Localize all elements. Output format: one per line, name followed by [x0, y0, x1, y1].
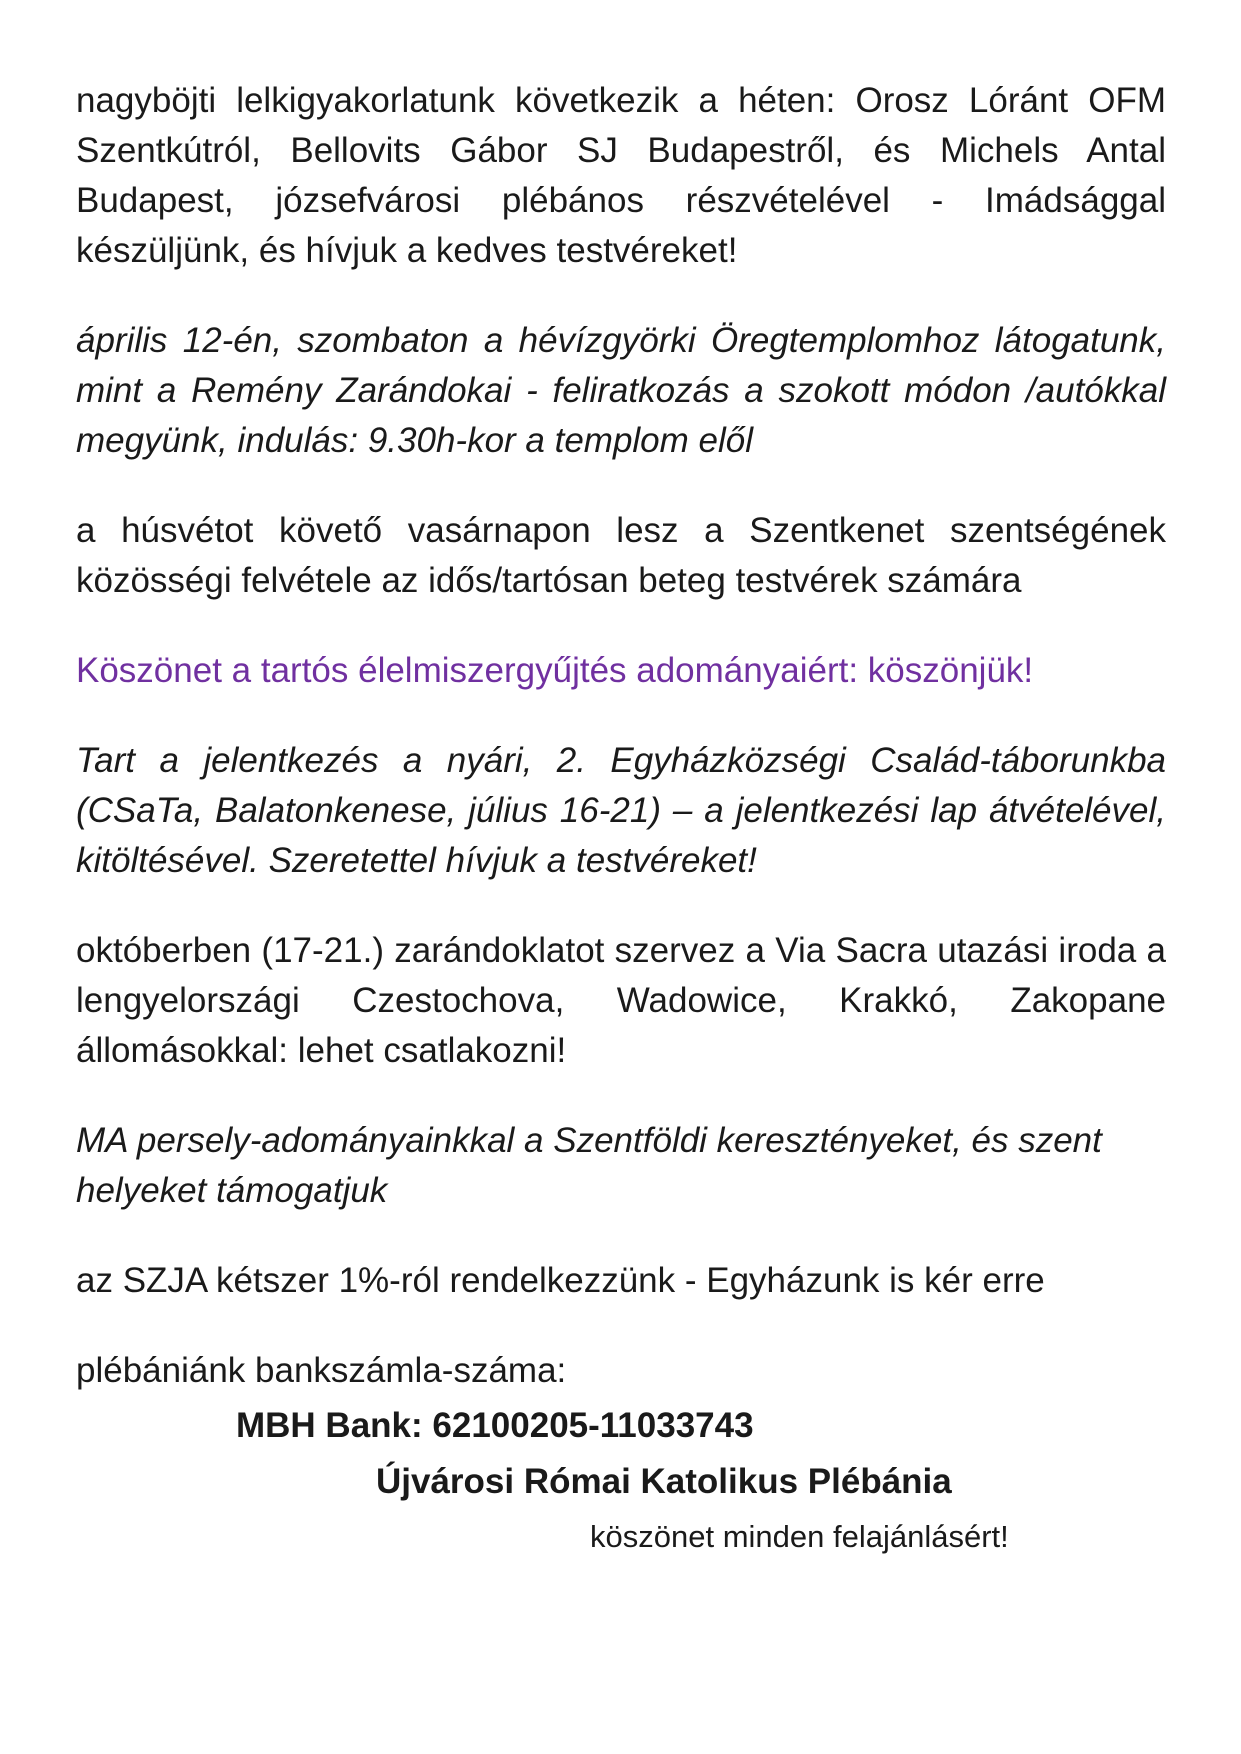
poland-trip-announcement: októberben (17-21.) zarándoklatot szervez a Via Sacra utazási iroda a lengyelországi Czestochova, Wadowice, Krakkó, Zakopane állomásokkal: lehet csatlakozni! [76, 931, 1166, 1070]
anointing-announcement: a húsvétot követő vasárnapon lesz a Szentkenet szentségének közösségi felvétele az idős/tartósan beteg testvérek számára [76, 511, 1166, 600]
holy-land-collection-announcement: MA persely-adományainkkal a Szentföldi keresztényeket, és szent helyeket támogatjuk [76, 1121, 1102, 1210]
retreat-announcement: nagyböjti lelkigyakorlatunk következik a héten: Orosz Lóránt OFM Szentkútról, Bellovits Gábor SJ Budapestről, és Michels Antal Budapest, józsefvárosi plébános részvételével - Imádsággal készüljünk, és hívjuk a kedves testvéreket! [76, 81, 1166, 270]
parish-name: Újvárosi Római Katolikus Plébánia [376, 1462, 952, 1501]
donation-thanks: köszönet minden felajánlásért! [590, 1519, 1009, 1554]
food-drive-thanks: Köszönet a tartós élelmiszergyűjtés adományaiért: köszönjük! [76, 651, 1034, 690]
bank-account-label: plébániánk bankszámla-száma: [76, 1351, 567, 1390]
bank-account-number: MBH Bank: 62100205-11033743 [236, 1406, 754, 1445]
pilgrimage-april-announcement: április 12-én, szombaton a hévízgyörki Öregtemplomhoz látogatunk, mint a Remény Zarándokai - feliratkozás a szokott módon /autókkal megyünk, indulás: 9.30h-kor a templom elől [76, 321, 1166, 460]
tax-donation-announcement: az SZJA kétszer 1%-ról rendelkezzünk - Egyházunk is kér erre [76, 1261, 1045, 1300]
bank-details [76, 1346, 1166, 1562]
family-camp-announcement: Tart a jelentkezés a nyári, 2. Egyházközségi Család-táborunkba (CSaTa, Balatonkenese, július 16-21) – a jelentkezési lap átvételével, kitöltésével. Szeretettel hívjuk a testvéreket! [76, 741, 1166, 880]
announcement-page [76, 76, 1166, 1562]
